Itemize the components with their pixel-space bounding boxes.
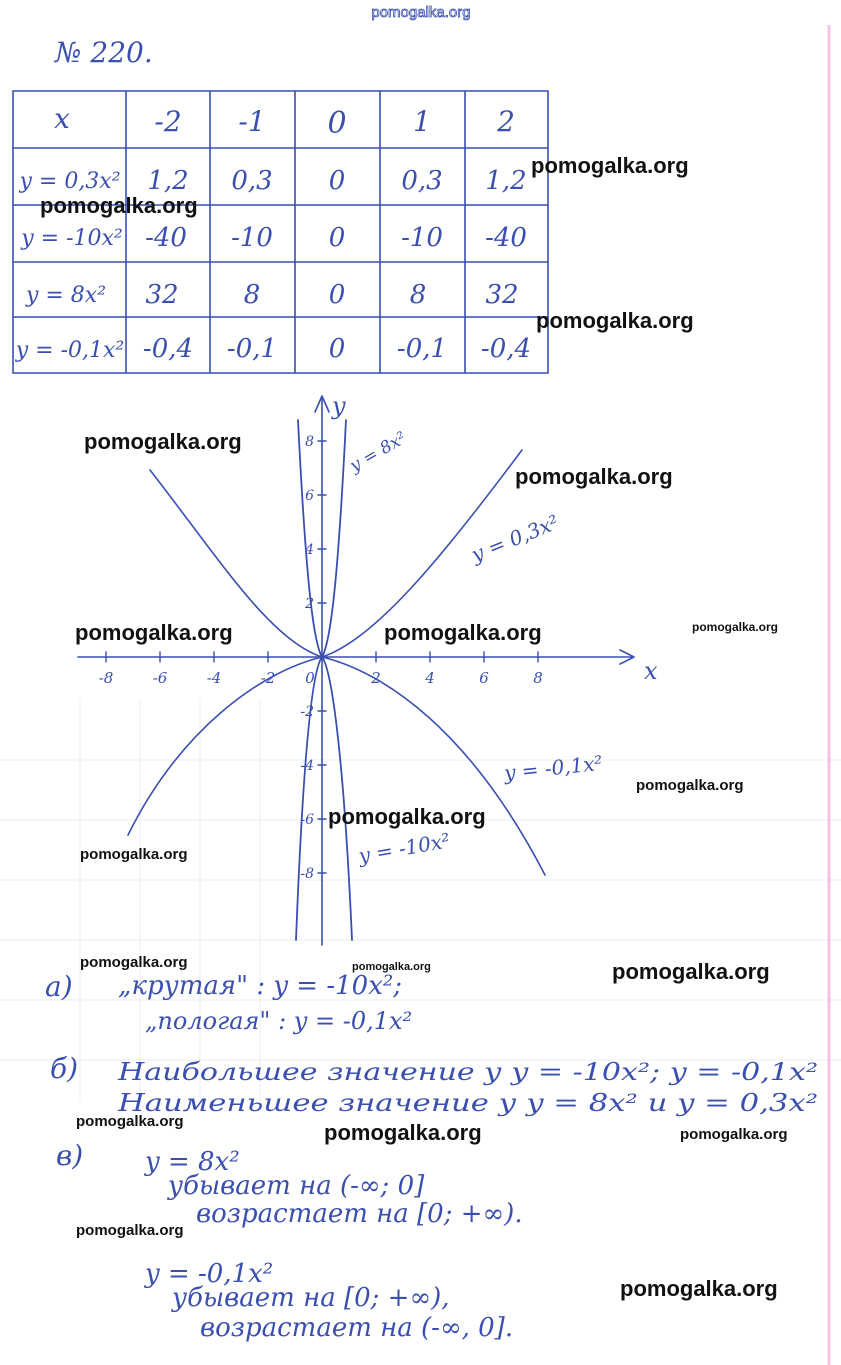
watermark: pomogalka.org — [692, 620, 779, 634]
table-header-cell: 0 — [327, 106, 347, 141]
table-header-cell: -2 — [154, 105, 182, 138]
x-tick-label: -6 — [152, 669, 168, 687]
table-header-cell: 2 — [497, 105, 515, 138]
watermark: pomogalka.org — [680, 1126, 788, 1143]
table-row-label: y = -10x² — [21, 226, 123, 251]
table-cell: -0,1 — [226, 334, 278, 364]
paper-grid — [0, 700, 841, 1100]
x-tick-label: -8 — [98, 669, 114, 687]
watermark: pomogalka.org — [384, 620, 542, 645]
y-tick-label: 2 — [305, 596, 314, 612]
table-cell: 32 — [485, 280, 519, 310]
table-cell: -10 — [231, 223, 273, 253]
y-tick-label: -6 — [300, 812, 314, 828]
table-cell: 0,3 — [401, 166, 443, 196]
curve-label-minus-10x2: y = -10x² — [356, 828, 452, 868]
table-cell: -0,4 — [480, 334, 532, 364]
curve-minus-0-1x2 — [128, 657, 545, 875]
x-tick-label: 2 — [371, 669, 381, 687]
table-cell: 32 — [145, 280, 179, 310]
table-cell: -40 — [485, 223, 527, 253]
y-tick-label: 6 — [305, 488, 314, 504]
answer-a-line1: „крутая" : y = -10x²; — [118, 971, 403, 1001]
table-row-label: y = -0,1x² — [15, 338, 125, 363]
watermark: pomogalka.org — [40, 193, 198, 218]
curve-label-0-3x2: y = 0,3x² — [467, 509, 563, 567]
table-cell: 0 — [328, 280, 346, 310]
table-cell: -40 — [145, 223, 187, 253]
answer-b-marker: б) — [50, 1052, 79, 1085]
x-tick-label: 8 — [533, 669, 543, 687]
watermarks — [40, 153, 788, 1301]
x-tick-label: 4 — [425, 669, 435, 687]
answer-v-f2-inc: возрастает на (-∞, 0]. — [200, 1313, 514, 1343]
watermark: pomogalka.org — [80, 954, 188, 971]
table-cell: 0,3 — [231, 166, 273, 196]
table-cell: 0 — [328, 166, 346, 196]
answer-b-line2: Наименьшее значение у y = 8x² и y = 0,3x² — [116, 1089, 818, 1117]
watermark: pomogalka.org — [76, 1113, 184, 1130]
watermark: pomogalka.org — [636, 777, 744, 794]
answer-a-line2: „пологая" : y = -0,1x² — [145, 1007, 413, 1035]
y-tick-label: -2 — [300, 704, 314, 720]
watermark: pomogalka.org — [620, 1276, 778, 1301]
answer-a-marker: а) — [45, 970, 73, 1003]
watermark: pomogalka.org — [515, 464, 673, 489]
x-tick-label: 0 — [305, 669, 315, 687]
watermark: pomogalka.org — [80, 846, 188, 863]
table-cell: 8 — [243, 280, 261, 310]
x-axis-label: x — [644, 657, 658, 685]
x-tick-label: 6 — [479, 669, 489, 687]
table-header-cell: 1 — [413, 105, 431, 138]
watermark: pomogalka.org — [328, 804, 486, 829]
watermark: pomogalka.org — [536, 308, 694, 333]
watermark: pomogalka.org — [324, 1120, 482, 1145]
curve-label-minus-0-1x2: y = -0,1x² — [503, 750, 604, 785]
y-tick-label: -4 — [300, 758, 314, 774]
table-cell: -0,4 — [142, 334, 194, 364]
x-tick-label: -2 — [260, 669, 276, 687]
table-cell: -0,1 — [396, 334, 448, 364]
watermark: pomogalka.org — [84, 429, 242, 454]
table-cell: 8 — [409, 280, 427, 310]
y-axis-label: y — [332, 392, 346, 420]
answer-b-line1: Наибольшее значение у y = -10x²; y = -0,1x² — [116, 1058, 819, 1086]
table-header-x: x — [54, 102, 70, 135]
table-cell: 1,2 — [147, 166, 189, 196]
table-row-label: y = 8x² — [25, 283, 107, 308]
watermark: pomogalka.org — [75, 620, 233, 645]
answer-v-f1-dec: убывает на (-∞; 0] — [168, 1171, 425, 1201]
table-row-label: y = 0,3x² — [19, 169, 121, 194]
y-tick-label: -8 — [300, 866, 314, 882]
top-watermark: pomogalka.org — [371, 4, 471, 21]
table-header-cell: -1 — [238, 105, 266, 138]
values-table — [13, 91, 548, 373]
table-cell: 0 — [328, 334, 346, 364]
curve-minus-10x2 — [296, 657, 352, 940]
answer-v-f1-inc: возрастает на [0; +∞). — [196, 1199, 523, 1229]
table-cell: -10 — [401, 223, 443, 253]
answer-v-f1: y = 8x² — [145, 1147, 240, 1177]
watermark: pomogalka.org — [531, 153, 689, 178]
problem-number: № 220. — [55, 36, 153, 69]
answer-v-marker: в) — [56, 1139, 84, 1172]
table-cell: 1,2 — [485, 166, 527, 196]
answer-v-f2: y = -0,1x² — [145, 1259, 274, 1289]
watermark: pomogalka.org — [612, 959, 770, 984]
table-cell: 0 — [328, 223, 346, 253]
x-tick-label: -4 — [206, 669, 222, 687]
y-tick-label: 4 — [305, 542, 314, 558]
y-tick-label: 8 — [305, 434, 314, 450]
watermark: pomogalka.org — [352, 961, 431, 973]
watermark: pomogalka.org — [76, 1222, 184, 1239]
answer-v-f2-dec: убывает на [0; +∞), — [172, 1283, 450, 1313]
curve-label-8x2: y = 8x² — [346, 428, 411, 477]
